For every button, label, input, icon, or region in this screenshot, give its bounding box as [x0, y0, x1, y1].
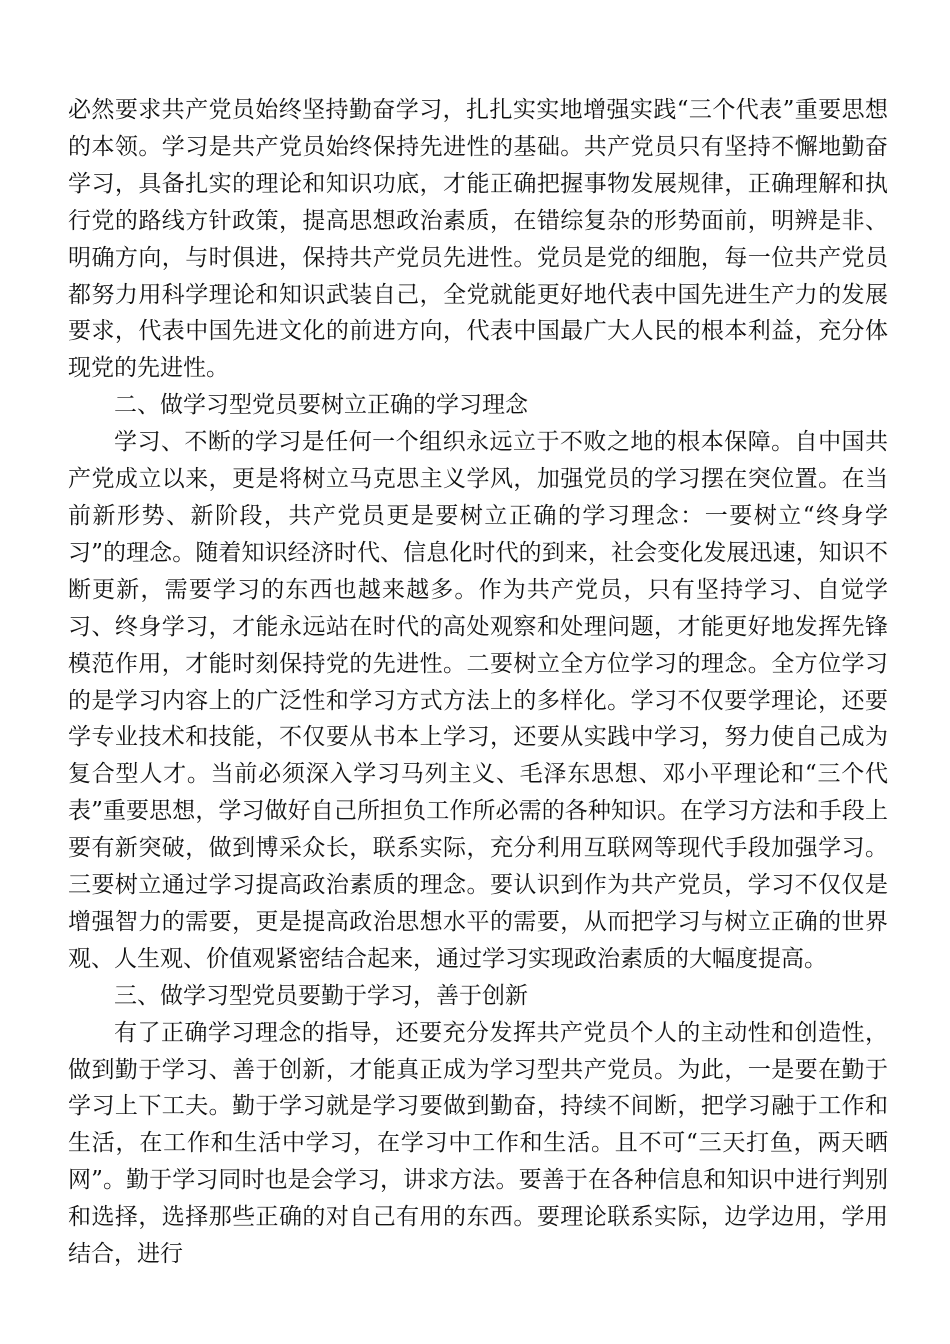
body-paragraph: 有了正确学习理念的指导，还要充分发挥共产党员个人的主动性和创造性，做到勤于学习、善于创新，才能真正成为学习型共产党员。为此，一是要在勤于学习上下工夫。勤于学习就是学习要做到勤奋，持续不间断，把学习融于工作和生活，在工作和生活中学习，在学习中工作和生活。且不可“三天打鱼，两天晒网”。勤于学习同时也是会学习，讲求方法。要善于在各种信息和知识中进行判别和选择，选择那些正确的对自己有用的东西。要理论联系实际，边学边用，学用结合，进行 — [68, 1019, 888, 1268]
document-page — [68, 92, 888, 1273]
section-heading: 三、做学习型党员要勤于学习，善于创新 — [114, 982, 528, 1009]
body-paragraph: 学习、不断的学习是任何一个组织永远立于不败之地的根本保障。自中国共产党成立以来，更是将树立马克思主义学风，加强党员的学习摆在突位置。在当前新形势、新阶段，共产党员更是要树立正确的学习理念：一要树立“终身学习”的理念。随着知识经济时代、信息化时代的到来，社会变化发展迅速，知识不断更新，需要学习的东西也越来越多。作为共产党员，只有坚持学习、自觉学习、终身学习，才能永远站在时代的高处观察和处理问题，才能更好地发挥先锋模范作用，才能时刻保持党的先进性。二要树立全方位学习的理念。全方位学习的是学习内容上的广泛性和学习方式方法上的多样化。学习不仅要学理论，还要学专业技术和技能，不仅要从书本上学习，还要从实践中学习，努力使自己成为复合型人才。当前必须深入学习马列主义、毛泽东思想、邓小平理论和“三个代表”重要思想，学习做好自己所担负工作所必需的各种知识。在学习方法和手段上要有新突破，做到博采众长，联系实际，充分利用互联网等现代手段加强学习。三要树立通过学习提高政治素质的理念。要认识到作为共产党员，学习不仅仅是增强智力的需要，更是提高政治思想水平的需要，从而把学习与树立正确的世界观、人生观、价值观紧密结合起来，通过学习实现政治素质的大幅度提高。 — [68, 429, 888, 972]
section-heading: 二、做学习型党员要树立正确的学习理念 — [114, 392, 528, 419]
body-paragraph: 必然要求共产党员始终坚持勤奋学习，扎扎实实地增强实践“三个代表”重要思想的本领。学习是共产党员始终保持先进性的基础。共产党员只有坚持不懈地勤奋学习，具备扎实的理论和知识功底，才能正确把握事物发展规律，正确理解和执行党的路线方针政策，提高思想政治素质，在错综复杂的形势面前，明辨是非、明确方向，与时俱进，保持共产党员先进性。党员是党的细胞，每一位共产党员都努力用科学理论和知识武装自己，全党就能更好地代表中国先进生产力的发展要求，代表中国先进文化的前进方向，代表中国最广大人民的根本利益，充分体现党的先进性。 — [68, 97, 888, 382]
